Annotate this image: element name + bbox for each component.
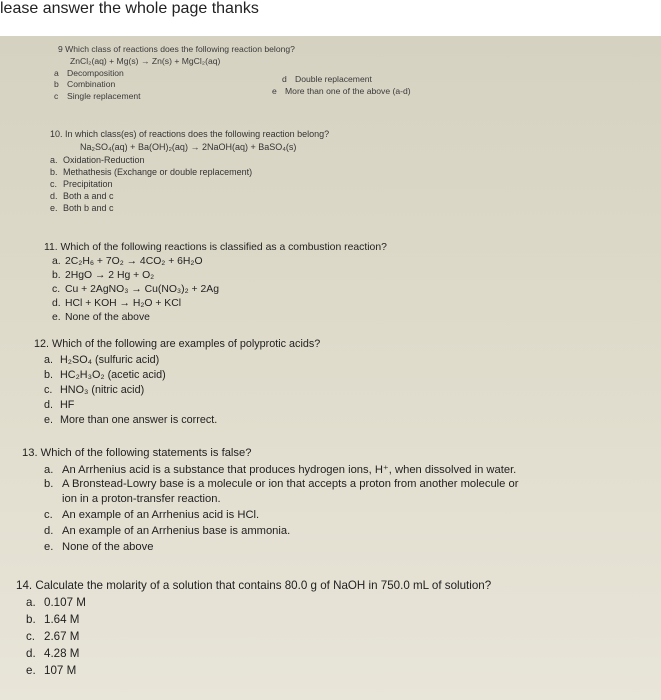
- question-12-text: 12. Which of the following are examples of polyprotic acids?: [34, 338, 321, 350]
- question-10-option-c: c. Precipitation: [50, 179, 113, 189]
- question-10-equation: Na₂SO₄(aq) + Ba(OH)₂(aq) → 2NaOH(aq) + BaSO₄(s): [80, 142, 297, 152]
- question-11-option-d: d. HCl + KOH → H₂O + KCl: [52, 298, 182, 309]
- question-14-option-e: e. 107 M: [26, 664, 77, 677]
- question-10-option-d: d. Both a and c: [50, 191, 114, 201]
- question-13-option-e: e. None of the above: [44, 541, 154, 553]
- question-10-option-a: a. Oxidation-Reduction: [50, 155, 145, 165]
- question-9-equation: ZnCl₂(aq) + Mg(s) → Zn(s) + MgCl₂(aq): [70, 56, 221, 66]
- question-14-text: 14. Calculate the molarity of a solution that contains 80.0 g of NaOH in 750.0 mL of solution?: [16, 579, 492, 592]
- question-11-option-c: c. Cu + 2AgNO₃ → Cu(NO₃)₂ + 2Ag: [52, 284, 219, 295]
- question-11-option-a: a. 2C₂H₆ + 7O₂ → 4CO₂ + 6H₂O: [52, 256, 203, 267]
- question-10-option-e: e. Both b and c: [50, 203, 114, 213]
- worksheet-photo: [0, 36, 661, 700]
- question-11-text: 11. Which of the following reactions is classified as a combustion reaction?: [44, 242, 387, 253]
- question-10-text: 10. In which class(es) of reactions does the following reaction belong?: [50, 129, 330, 139]
- question-14-option-b: b. 1.64 M: [26, 613, 80, 626]
- question-9-text: 9 Which class of reactions does the following reaction belong?: [58, 44, 295, 54]
- question-13-option-b-continued: ion in a proton-transfer reaction.: [62, 493, 221, 505]
- question-13-text: 13. Which of the following statements is false?: [22, 447, 252, 459]
- question-9-option-a: a Decomposition: [54, 68, 124, 78]
- question-9-option-c: c Single replacement: [54, 91, 141, 101]
- question-12-option-d: d. HF: [44, 399, 75, 411]
- question-14-option-c: c. 2.67 M: [26, 630, 80, 643]
- question-12-option-b: b. HC₂H₃O₂ (acetic acid): [44, 369, 166, 381]
- page-caption: lease answer the whole page thanks: [0, 0, 259, 17]
- question-12-option-e: e. More than one answer is correct.: [44, 414, 218, 426]
- question-9-option-b: b Combination: [54, 79, 116, 89]
- question-14-option-a: a. 0.107 M: [26, 596, 86, 609]
- question-11-option-e: e. None of the above: [52, 312, 150, 323]
- question-9-option-e: e More than one of the above (a-d): [272, 86, 411, 96]
- question-12-option-c: c. HNO₃ (nitric acid): [44, 384, 145, 396]
- question-11-option-b: b. 2HgO → 2 Hg + O₂: [52, 270, 155, 281]
- question-13-option-d: d. An example of an Arrhenius base is ammonia.: [44, 525, 291, 537]
- question-13-option-c: c. An example of an Arrhenius acid is HCl.: [44, 509, 260, 521]
- question-10-option-b: b. Methathesis (Exchange or double replacement): [50, 167, 253, 177]
- question-14-option-d: d. 4.28 M: [26, 647, 80, 660]
- question-12-option-a: a. H₂SO₄ (sulfuric acid): [44, 354, 160, 366]
- question-13-option-b: b. A Bronstead-Lowry base is a molecule or ion that accepts a proton from another molecule or: [44, 478, 519, 490]
- question-13-option-a: a. An Arrhenius acid is a substance that produces hydrogen ions, H⁺, when dissolved in water.: [44, 464, 517, 476]
- question-9-option-d: d Double replacement: [282, 74, 372, 84]
